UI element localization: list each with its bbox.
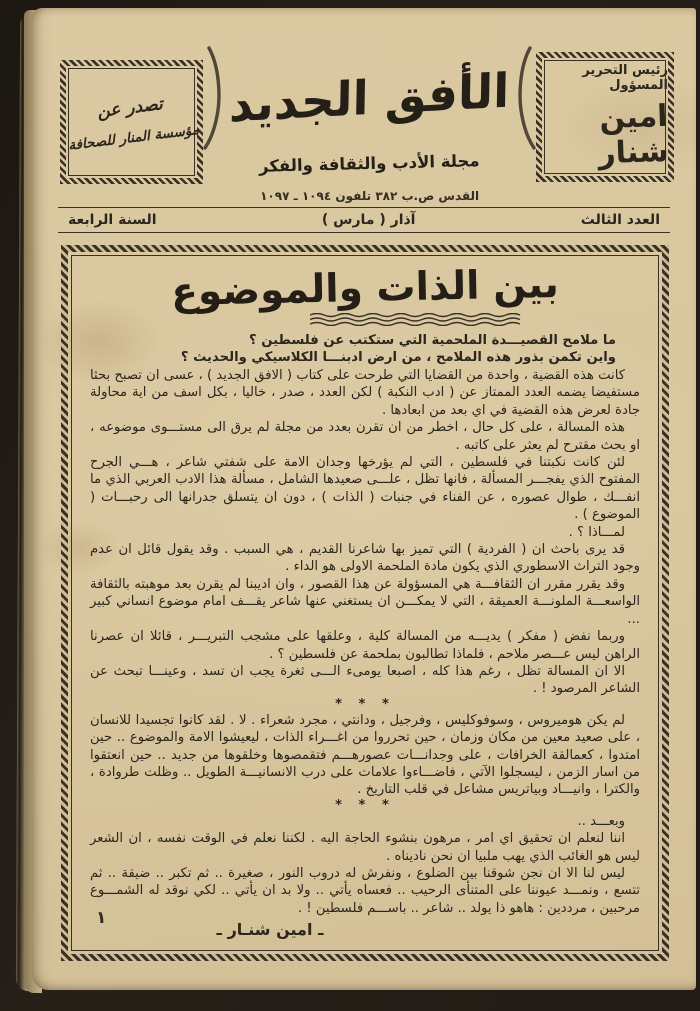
article-paragraph: وقد يقرر مقرر ان الثقافـــة هي المسؤولة عن هذا القصور ، وان اديبنا لم يقرن بعد موهبته بالثقافة الواسعـــة الملونـــة العميقة ، التي لا يمكـــن ان يستغني عنها شاعر يقـــف امام موضوع انساني كبير ... xyxy=(90,576,640,627)
stars-separator: * * * xyxy=(335,696,395,712)
article-paragraph: هذه المسالة ، على كل حال ، اخطر من ان تقرن بعدد من مجلة لم يرق الى مستـــوى موضوعه ، او بحث مقترح لم يعثر على كاتبه . xyxy=(90,420,640,453)
magazine-title: الأفق الجديد xyxy=(229,63,511,133)
masthead-header xyxy=(32,8,696,203)
calligraphic-flourish-right-icon xyxy=(514,46,536,150)
article-signature: ـ امين شنـار ـ xyxy=(216,920,324,940)
title-wavy-underline-icon xyxy=(310,313,525,326)
publisher-name: مؤسسة المنار للصحافة xyxy=(67,121,200,154)
issue-number: العدد الثالث xyxy=(580,212,660,228)
editor-name: امين شنار xyxy=(597,98,670,172)
magazine-address: القدس ص.ب ٣٨٢ تلفون ١٠٩٤ ـ ١٠٩٧ xyxy=(260,189,480,203)
article-paragraph: ليس لنا الا ان نجن شوقنا بين الضلوع ، ونفرش له دروب النور ، صغيرة .. ثم تكبر .. ضيقة .. ثم تتسع ، ونمـــد عيوننا على المتنأى الرحيب .. فعساه يأتي .. ولا بد ان يأتي .. لكي نوقد له الشمـــوع مرحبين ، مرددين : هاهو ذا يولد .. شاعر .. باســـم فلسطين ! . xyxy=(90,865,640,916)
article-body xyxy=(86,332,644,940)
calligraphic-flourish-left-icon xyxy=(203,46,225,150)
article-paragraph: وبعـــد .. xyxy=(577,813,625,829)
article-paragraph: لم يكن هوميروس ، وسوفوكليس ، وفرجيل ، ودانتي ، مجرد شعراء . لا . لقد كانوا تجسيدا للانسان ، على صعيد معين من مكان وزمان ، حين تحرروا من اغـــراء الذات ، ليعيشوا الامة والموضوع .. حين امتدوا ، كعمالقة الخرافات ، على وجدانـــات عصورهـــم فتقمصوها وخلقوها من جديد .. حين انعتقوا من اسار الزمن ، ليسجلوا الآتي ، فاضـــاءوا علامات على درب الانسانيـــة الطويل .. وظلت طروادة ، والكترا ، وانيـــاد وبياتريس مشاعل في قلب التاريخ . xyxy=(90,712,640,798)
publisher-box xyxy=(60,60,203,184)
article-title: بين الذات والموضوع xyxy=(170,261,560,316)
issue-year: السنة الرابعة xyxy=(68,212,157,228)
article-paragraph: كانت هذه القضية ، واحدة من القضايا التي طرحت على كتاب ( الافق الجديد ) ، عسى ان تصبح بحثا مستفيضا يضمه العدد الممتاز عن ( ادب النكبة ) لكن العدد ، صدر ، خاليا ، بكل اسف من اية محاولة جادة لعرض هذه القضية في اي بعد من ابعادها . xyxy=(90,367,640,418)
publisher-label: تصدر عن xyxy=(96,94,164,123)
article-paragraph: الا ان المسالة تظل ، رغم هذا كله ، اصبعا يومىء الـــى ثغرة يجب ان تسد ، وعينـــا تبحث عن الشاعر المرصود ! . xyxy=(90,664,640,697)
article-paragraph: وربما نفض ( مفكر ) يديـــه من المسالة كلية ، وعلقها على مشجب التبريـــر ، قائلا ان عصرنا الراهن ليس عـــصر ملاحم ، فلماذا تطالبون بملحمة عن فلسطين ؟ . xyxy=(90,629,640,662)
magazine-subtitle: مجلة الأدب والثقافة والفكر xyxy=(259,151,481,176)
magazine-page xyxy=(32,8,696,990)
article-frame xyxy=(61,245,669,961)
editor-box xyxy=(536,52,674,182)
article-paragraph: اننا لنعلم ان تحقيق اي امر ، مرهون بنشوء الحاجة اليه . لكننا نعلم في الوقت نفسه ، ان الشعر ليس هو الغائب الذي يهب ملبيا ان نحن ناديناه . xyxy=(90,831,640,864)
article-paragraph: ما ملامح القصيـــدة الملحمية التي ستكتب عن فلسطين ؟ xyxy=(248,333,616,348)
article-paragraph: لمـــاذا ؟ . xyxy=(568,524,625,540)
divider-bottom xyxy=(58,232,670,233)
page-number: ١ xyxy=(96,908,107,928)
masthead xyxy=(203,46,536,203)
article-paragraph: لئن كانت نكبتنا في فلسطين ، التي لم يؤرخها وجدان الامة على شفتي شاعر ، هـــي الجرح المفتوح الذي يفجـــر المسألة ، فانها تظل ، علـــى صعيدها الشامل ، مسألة هذا الادب العربي الذي ما انفـــك ، طوال عصوره ، عن الفناء في جنبات ( الذات ) ، دون ان يتسلق جدرانها الى رحبـــات ( الموضوع ) . xyxy=(90,454,640,523)
article-paragraph: واين تكمن بذور هذه الملامح ، من ارض ادبنـــا الكلاسيكي والحديث ؟ xyxy=(180,350,616,366)
issue-month: آذار ( مارس ) xyxy=(321,212,416,228)
editor-role-label: رئيس التحرير المسؤول xyxy=(582,63,668,93)
stars-separator: * * * xyxy=(335,797,395,813)
issue-bar xyxy=(32,208,696,232)
article-paragraph: قد يرى باحث ان ( الفردية ) التي تميز بها شاعرنا القديم ، هي السبب . وقد يقول قائل ان عدم وجود التراث الاسطوري الذي يكون مادة الملحمة الاولى هو الداء . xyxy=(90,542,640,575)
